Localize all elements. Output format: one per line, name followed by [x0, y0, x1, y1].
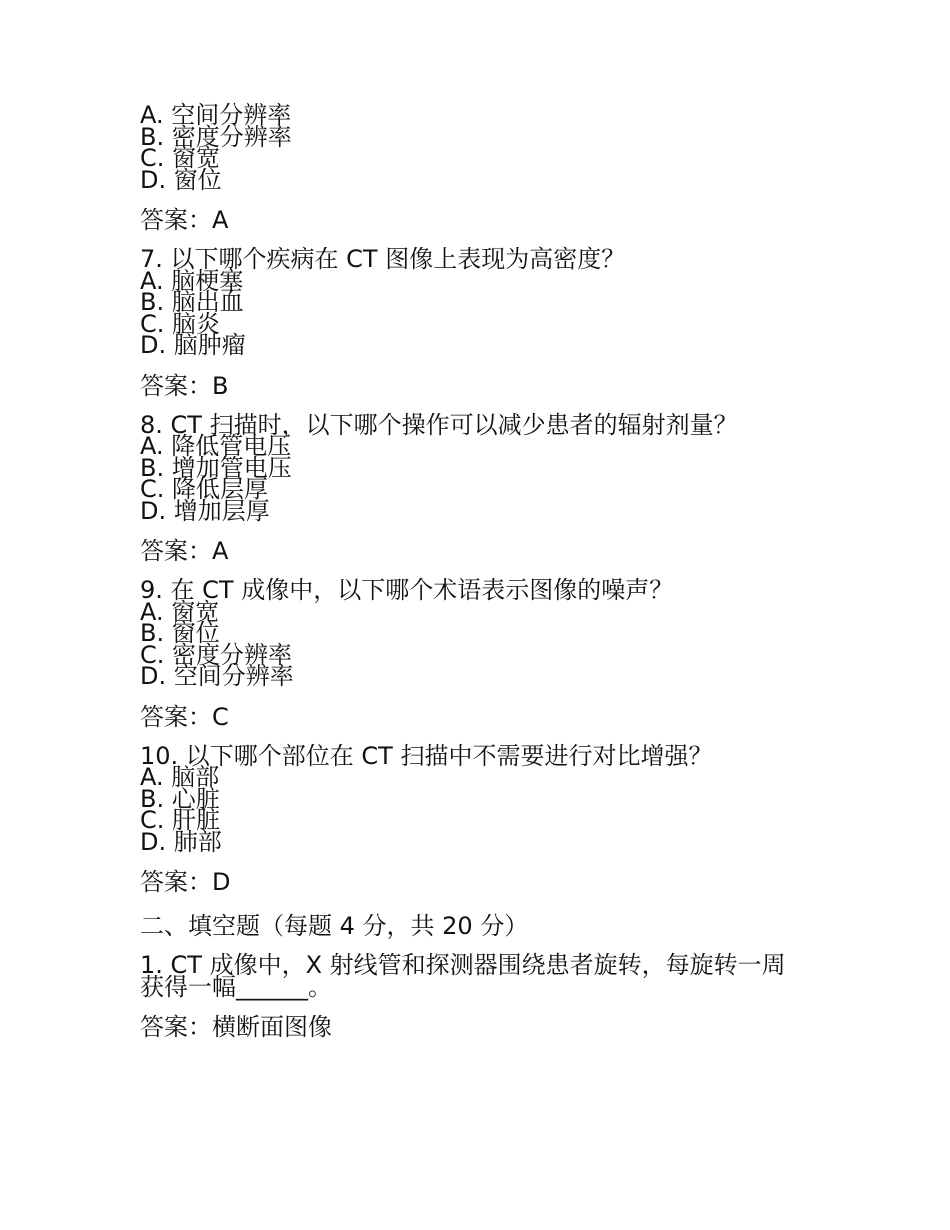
- fill-answer-1: 答案：横断面图像: [140, 1013, 332, 1041]
- answer-8: 答案：A: [140, 537, 229, 565]
- option-d: D. 脑肿瘤: [140, 331, 246, 359]
- option-d: D. 空间分辨率: [140, 662, 294, 690]
- option-c: C. 降低层厚: [140, 475, 269, 503]
- option-d: D. 窗位: [140, 165, 222, 194]
- question-text-line-1: 1. CT 成像中，X 射线管和探测器围绕患者旋转，每旋转一周: [140, 951, 786, 979]
- option-b: B. 窗位: [140, 619, 220, 647]
- question-6-options: [140, 101, 820, 194]
- option-b: B. 心脏: [140, 784, 220, 813]
- question-text: 7. 以下哪个疾病在 CT 图像上表现为高密度？: [140, 245, 626, 273]
- option-a: A. 脑部: [140, 763, 220, 791]
- option-a: A. 降低管电压: [140, 432, 292, 460]
- question-text: 9. 在 CT 成像中，以下哪个术语表示图像的噪声？: [140, 576, 674, 604]
- question-10: [140, 741, 820, 856]
- option-d: D. 增加层厚: [140, 496, 270, 525]
- option-c: C. 密度分辨率: [140, 640, 293, 669]
- section-heading: 二、填空题（每题 4 分，共 20 分）: [140, 912, 529, 940]
- question-text: 8. CT 扫描时，以下哪个操作可以减少患者的辐射剂量？: [140, 410, 738, 439]
- fill-question-1: [140, 951, 820, 1001]
- option-a: A. 脑梗塞: [140, 266, 244, 295]
- option-a: A. 空间分辨率: [140, 101, 292, 129]
- option-c: C. 窗宽: [140, 144, 221, 172]
- question-9: [140, 576, 820, 690]
- document-page: [140, 101, 820, 1056]
- question-8: [140, 410, 820, 525]
- answer-9: 答案：C: [140, 702, 229, 731]
- question-text-line-2: 获得一幅______。: [140, 972, 332, 1001]
- question-7: [140, 245, 820, 359]
- option-b: B. 密度分辨率: [140, 122, 292, 151]
- option-d: D. 肺部: [140, 827, 222, 856]
- answer-7: 答案：B: [140, 371, 229, 400]
- option-c: C. 脑炎: [140, 309, 221, 338]
- option-b: B. 增加管电压: [140, 453, 292, 482]
- option-c: C. 肝脏: [140, 806, 221, 834]
- option-a: A. 窗宽: [140, 597, 220, 626]
- answer-10: 答案：D: [140, 868, 231, 896]
- question-text: 10. 以下哪个部位在 CT 扫描中不需要进行对比增强？: [140, 741, 713, 770]
- answer-6: 答案：A: [140, 206, 229, 234]
- option-b: B. 脑出血: [140, 288, 244, 316]
